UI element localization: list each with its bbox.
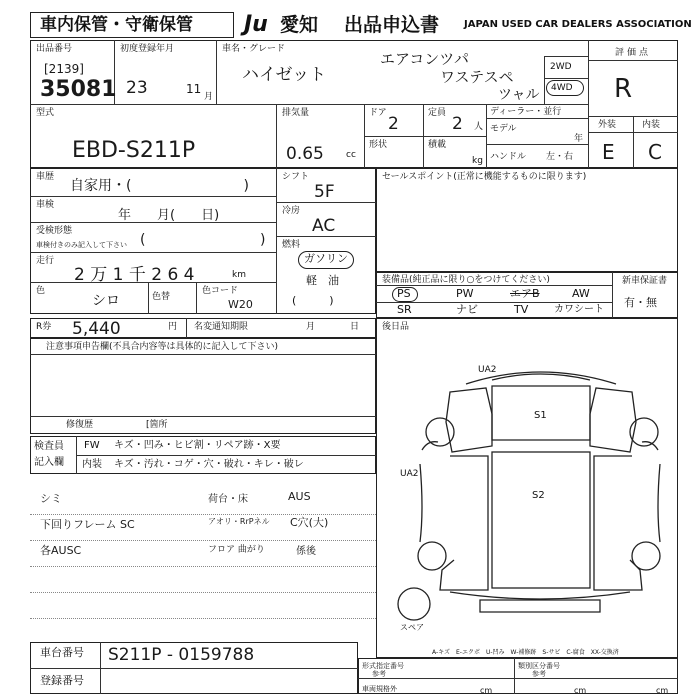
- form-title: 出品申込書: [344, 14, 440, 36]
- shift-value: 5F: [314, 182, 335, 202]
- lot-number: 35081: [40, 77, 117, 102]
- inspection-label: 車検: [36, 200, 55, 210]
- exterior-label: 外装: [598, 120, 617, 130]
- unit-cm-2: cm: [574, 686, 587, 695]
- displacement-label: 排気量: [282, 108, 310, 118]
- chassis-label: 車台番号: [40, 646, 84, 659]
- deadline-label: 名変通知期限: [194, 322, 249, 332]
- equip-item-sr: SR: [397, 303, 412, 316]
- fuel-light: 軽 油: [306, 274, 339, 287]
- inspector-note-6: C穴(大): [290, 516, 329, 529]
- dealer-label: ディーラー・並行: [490, 107, 562, 117]
- chassis-number: S211P - 0159788: [108, 645, 255, 665]
- first-reg-label: 初度登録年月: [120, 44, 175, 54]
- handle-value: 左・右: [546, 152, 574, 162]
- cargo-bed: [492, 452, 590, 588]
- inspector-note-5: アオリ・RrPネル: [208, 517, 270, 526]
- fuel-paren: ( ): [292, 294, 334, 307]
- repair-label: 修復歴: [66, 420, 94, 430]
- diagram-label-spare: スペア: [400, 623, 424, 632]
- equip-item-pw: PW: [456, 287, 474, 300]
- receive-paren-open: (: [140, 232, 146, 248]
- displacement-value: 0.65: [286, 144, 324, 164]
- association-name: 愛知: [280, 14, 319, 36]
- inspector-note-1: シミ: [40, 492, 62, 505]
- damage-legend: A-キズ E-エクボ U-凹み W-補修跡 S-サビ C-腐食 XX-交換済: [432, 649, 619, 656]
- association-english: JAPAN USED CAR DEALERS ASSOCIATION: [464, 19, 692, 30]
- fuel-gas: ガソリン: [304, 252, 348, 265]
- fuel-label: 燃料: [282, 240, 301, 250]
- lot-small-number: [2139]: [44, 62, 84, 76]
- color-change-label: 色替: [152, 292, 171, 302]
- lot-label: 出品番号: [36, 44, 73, 54]
- inspector-note-9: 係後: [296, 546, 316, 557]
- inspection-value: 年 月( 日): [118, 208, 220, 223]
- sales-point-frame: [376, 168, 678, 272]
- left-side: [420, 464, 422, 542]
- exterior-grade: E: [602, 140, 615, 164]
- inspector-note-4: 下回りフレーム SC: [40, 518, 135, 531]
- model-year-unit: 年: [574, 134, 584, 144]
- color-code-label: 色コード: [202, 286, 239, 296]
- diagram-label-ua2-top: UA2: [478, 365, 497, 375]
- interior-items-label: 内装: [82, 459, 102, 470]
- bottom-label: 車両規格外: [362, 685, 397, 693]
- door-label: ドア: [369, 108, 387, 118]
- front-left-panel: [446, 388, 492, 452]
- history-label: 車歴: [36, 172, 55, 182]
- rear-left-wheel: [418, 542, 446, 570]
- score-label: 評価点: [615, 48, 652, 58]
- loading-label: 積載: [428, 140, 447, 150]
- fw-items: キズ・凹み・ヒビ割・リペア跡・X要: [114, 440, 281, 451]
- model-year-label: モデル: [490, 124, 517, 134]
- equip-item-airbag: エアB: [510, 287, 540, 300]
- equip-item-aw: AW: [572, 287, 590, 300]
- shift-label: シフト: [282, 172, 310, 182]
- rear-bumper: [480, 600, 600, 612]
- rear-left-panel: [440, 456, 488, 590]
- score-value: R: [614, 74, 633, 104]
- inspector-label-1: 検査員: [34, 441, 64, 452]
- equip-item-ps: PS: [397, 287, 411, 300]
- interior-label: 内装: [642, 120, 661, 130]
- registration-label: 登録番号: [40, 674, 84, 687]
- color-label: 色: [36, 286, 46, 296]
- mileage-unit: km: [232, 270, 246, 280]
- shape-label: 形状: [369, 140, 388, 150]
- car-name: ハイゼット: [242, 65, 327, 85]
- inspector-note-2: 荷台・床: [208, 494, 248, 505]
- first-reg-year: 23: [126, 78, 148, 98]
- rear-edge: [450, 592, 630, 599]
- grade-line1: エアコンツパ: [380, 50, 469, 68]
- loading-unit: kg: [472, 156, 483, 166]
- recycle-value: 5,440: [72, 319, 121, 339]
- color-code-value: W20: [228, 298, 253, 311]
- sales-point-label: セールスポイント(正常に機能するものに限ります): [382, 172, 587, 182]
- new-warranty-label: 新車保証書: [622, 276, 668, 286]
- spare-wheel: [398, 588, 430, 620]
- receive-paren-close: ): [260, 232, 266, 248]
- drive-2wd: 2WD: [550, 62, 572, 72]
- capacity-label: 定員: [428, 108, 447, 118]
- model-code-label: 型式: [36, 108, 55, 118]
- handle-label: ハンドル: [490, 152, 527, 162]
- right-side: [658, 464, 660, 542]
- notes-header: 注意事項申告欄(不具合内容等は具体的に記入して下さい): [46, 342, 279, 352]
- diagram-label-ua2-side: UA2: [400, 469, 419, 479]
- storage-label: 車内保管・守衛保管: [40, 15, 193, 35]
- ref-label-1: 参考: [372, 670, 386, 678]
- receive-label: 受検形態: [36, 226, 73, 236]
- equip-item-leather: カワシート: [554, 304, 604, 315]
- color-value: シロ: [92, 293, 120, 309]
- ju-logo: Ju: [244, 12, 268, 37]
- rear-goods-label: 後日品: [382, 322, 410, 332]
- mileage-value: 2 万 1 千 2 6 4: [74, 265, 195, 285]
- grade-line3: ツャル: [498, 87, 540, 103]
- inspector-notes-area: [30, 474, 376, 644]
- front-right-panel: [590, 388, 636, 452]
- inspector-note-7: 各AUSC: [40, 544, 82, 557]
- mileage-label: 走行: [36, 256, 55, 266]
- diagram-label-s2: S2: [532, 490, 545, 501]
- drive-4wd: 4WD: [551, 83, 573, 93]
- rear-right-panel: [594, 456, 642, 590]
- equipment-label: 装備品(純正品に限り○をつけてください): [382, 275, 550, 285]
- interior-grade: C: [648, 140, 662, 164]
- cooling-label: 冷房: [282, 206, 301, 216]
- recycle-label: R券: [36, 322, 52, 332]
- form-plate-label: 形式指定番号: [362, 662, 404, 670]
- capacity-value: 2: [452, 114, 463, 134]
- first-reg-month: 11: [186, 82, 202, 96]
- class-plate-label: 類別区分番号: [518, 662, 560, 670]
- unit-cm-3: cm: [656, 686, 669, 695]
- model-grade-label: 車名・グレード: [222, 44, 286, 54]
- model-code: EBD-S211P: [72, 138, 196, 163]
- inspector-note-3: AUS: [288, 490, 311, 503]
- month-unit: 月: [204, 92, 214, 102]
- deadline-month: 月: [306, 322, 316, 332]
- displacement-unit: cc: [346, 150, 356, 160]
- location-label: [箇所: [146, 420, 168, 430]
- deadline-day: 日: [350, 322, 360, 332]
- equip-item-tv: TV: [514, 303, 529, 316]
- inspector-note-8: フロア 曲がり: [208, 545, 265, 555]
- equip-item-navi: ナビ: [456, 303, 478, 316]
- inspector-label-2: 記入欄: [34, 457, 64, 468]
- capacity-unit: 人: [474, 122, 484, 132]
- unit-cm-1: cm: [480, 686, 493, 695]
- recycle-unit: 円: [168, 322, 178, 332]
- warranty-value: 有・無: [624, 296, 657, 309]
- receive-note: 車検付きのみ記入して下さい: [36, 241, 127, 249]
- fw-label: FW: [84, 440, 100, 451]
- door-value: 2: [388, 114, 399, 134]
- ref-label-2: 参考: [532, 670, 546, 678]
- diagram-label-s1: S1: [534, 410, 547, 421]
- grade-line2: ワステスペ: [440, 68, 514, 86]
- cooling-value: AC: [312, 216, 336, 236]
- interior-items: キズ・汚れ・コゲ・穴・破れ・キレ・破レ: [114, 459, 304, 470]
- car-damage-diagram: [380, 360, 676, 650]
- history-value: 自家用・( ): [70, 178, 249, 194]
